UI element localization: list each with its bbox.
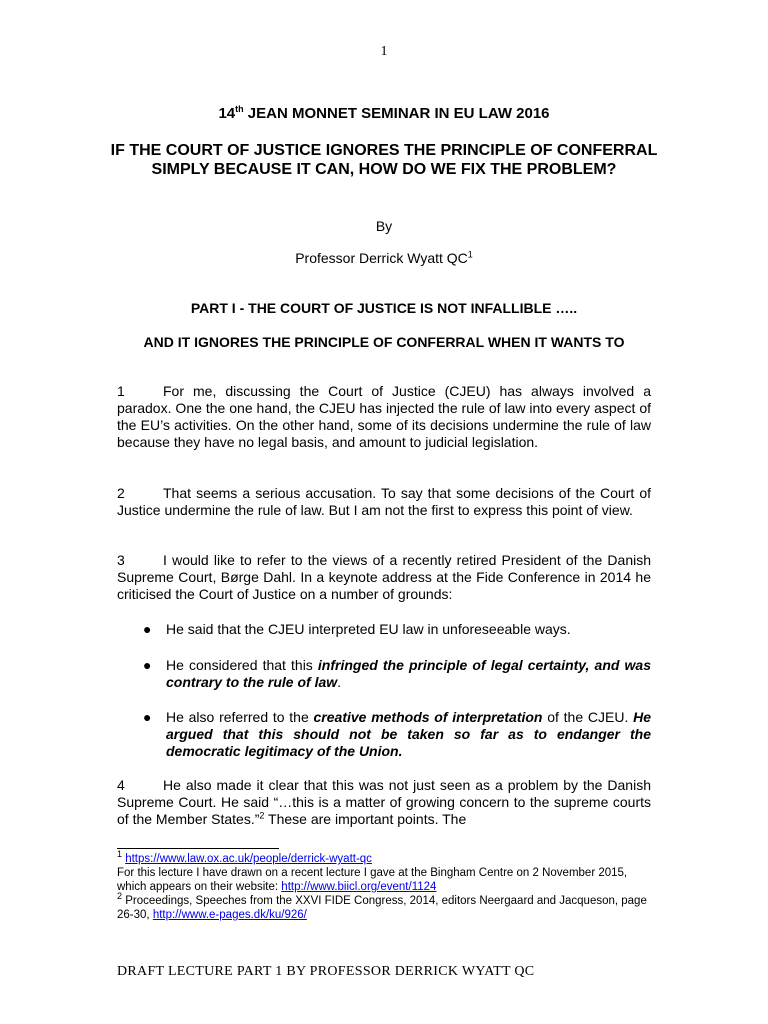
seminar-title: JEAN MONNET SEMINAR IN EU LAW 2016 [243,105,550,122]
paragraph-text: He also made it clear that this was not just seen as a problem by the Danish Supreme Court. He said “…this is a matter of growing concern to the supreme courts of the Member States.” [117,777,651,827]
part-heading: PART I - THE COURT OF JUSTICE IS NOT INFALLIBLE ….. [190,300,578,316]
footnote-ref-2[interactable]: 2 [259,810,265,821]
bullet-icon: ● [143,709,152,725]
page-footer: DRAFT LECTURE PART 1 BY PROFESSOR DERRICK WYATT QC [117,964,535,979]
bullet-text-plain: . [337,674,342,690]
footnote-number: 1 [117,849,123,860]
footnote-link[interactable]: https://www.law.ox.ac.uk/people/derrick-wyatt-qc [125,853,372,865]
lecture-title: IF THE COURT OF JUSTICE IGNORES THE PRINCIPLE OF CONFERRAL SIMPLY BECAUSE IT CAN, HOW DO WE FIX THE PROBLEM? [110,142,658,178]
paragraph-3 [117,552,651,603]
seminar-heading [100,104,668,122]
footnote-text: For this lecture I have drawn on a recent lecture I gave at the Bingham Centre on 2 November 2015, which appears on their website: [117,867,628,893]
bullet-item [143,657,651,691]
paragraph-number: 2 [117,485,125,501]
footnote-link[interactable]: http://www.biicl.org/event/1124 [281,881,437,893]
paragraph-2 [117,485,651,519]
footnote-separator [117,848,279,849]
footnote-2 [117,891,657,922]
page-number: 1 [380,44,388,59]
footnote-number: 2 [117,891,123,902]
bullet-text-plain: He also referred to the [166,709,314,725]
paragraph-1 [117,383,651,451]
bullet-text-emphasis: creative methods of interpretation [313,709,543,725]
paragraph-text: That seems a serious accusation. To say that some decisions of the Court of Justice undermine the rule of law. But I am not the first to express this point of view. [117,485,651,518]
footnote-text: Proceedings, Speeches from the XXVI FIDE Congress, 2014, editors Neergaard and Jacqueson, page 26-30, [117,895,647,921]
author-name: Professor Derrick Wyatt QC [295,250,468,266]
paragraph-number: 1 [117,383,125,399]
footnote-link[interactable]: http://www.e-pages.dk/ku/926/ [152,909,307,921]
footnote-1 [117,849,657,894]
bullet-item [143,709,651,760]
paragraph-4 [117,777,651,828]
bullet-item [143,621,651,638]
paragraph-text: I would like to refer to the views of a recently retired President of the Danish Supreme Court, Børge Dahl. In a keynote address at the Fide Conference in 2014 he criticised the Court of Justice on a number of grounds: [117,552,651,602]
seminar-ordinal: th [235,104,244,114]
paragraph-number: 4 [117,777,125,793]
part-subheading: AND IT IGNORES THE PRINCIPLE OF CONFERRAL WHEN IT WANTS TO [143,334,625,350]
paragraph-text: These are important points. The [264,811,467,827]
footnote-ref-1[interactable]: 1 [467,249,473,260]
bullet-text [166,657,651,691]
author-line [100,250,668,266]
paragraph-text: For me, discussing the Court of Justice (CJEU) has always involved a paradox. One the one hand, the CJEU has injected the rule of law into every aspect of the EU’s activities. On the other hand, some of its decisions undermine the rule of law because they have no legal basis, and amount to judicial legislation. [117,383,651,450]
bullet-text-emphasis: He argued that this should not be taken so far as to endanger the democratic legitimacy of the Union. [166,709,651,759]
bullet-text-emphasis: infringed the principle of legal certainty, and was contrary to the rule of law [166,657,651,690]
bullet-icon: ● [143,657,152,673]
bullet-icon: ● [143,621,152,637]
seminar-number: 14 [218,105,236,122]
by-line: By [375,218,393,234]
bullet-text [166,709,651,760]
bullet-text-plain: of the CJEU. [542,709,634,725]
paragraph-number: 3 [117,552,125,568]
bullet-text-plain: He considered that this [166,657,318,673]
bullet-text: He said that the CJEU interpreted EU law in unforeseeable ways. [166,621,571,637]
